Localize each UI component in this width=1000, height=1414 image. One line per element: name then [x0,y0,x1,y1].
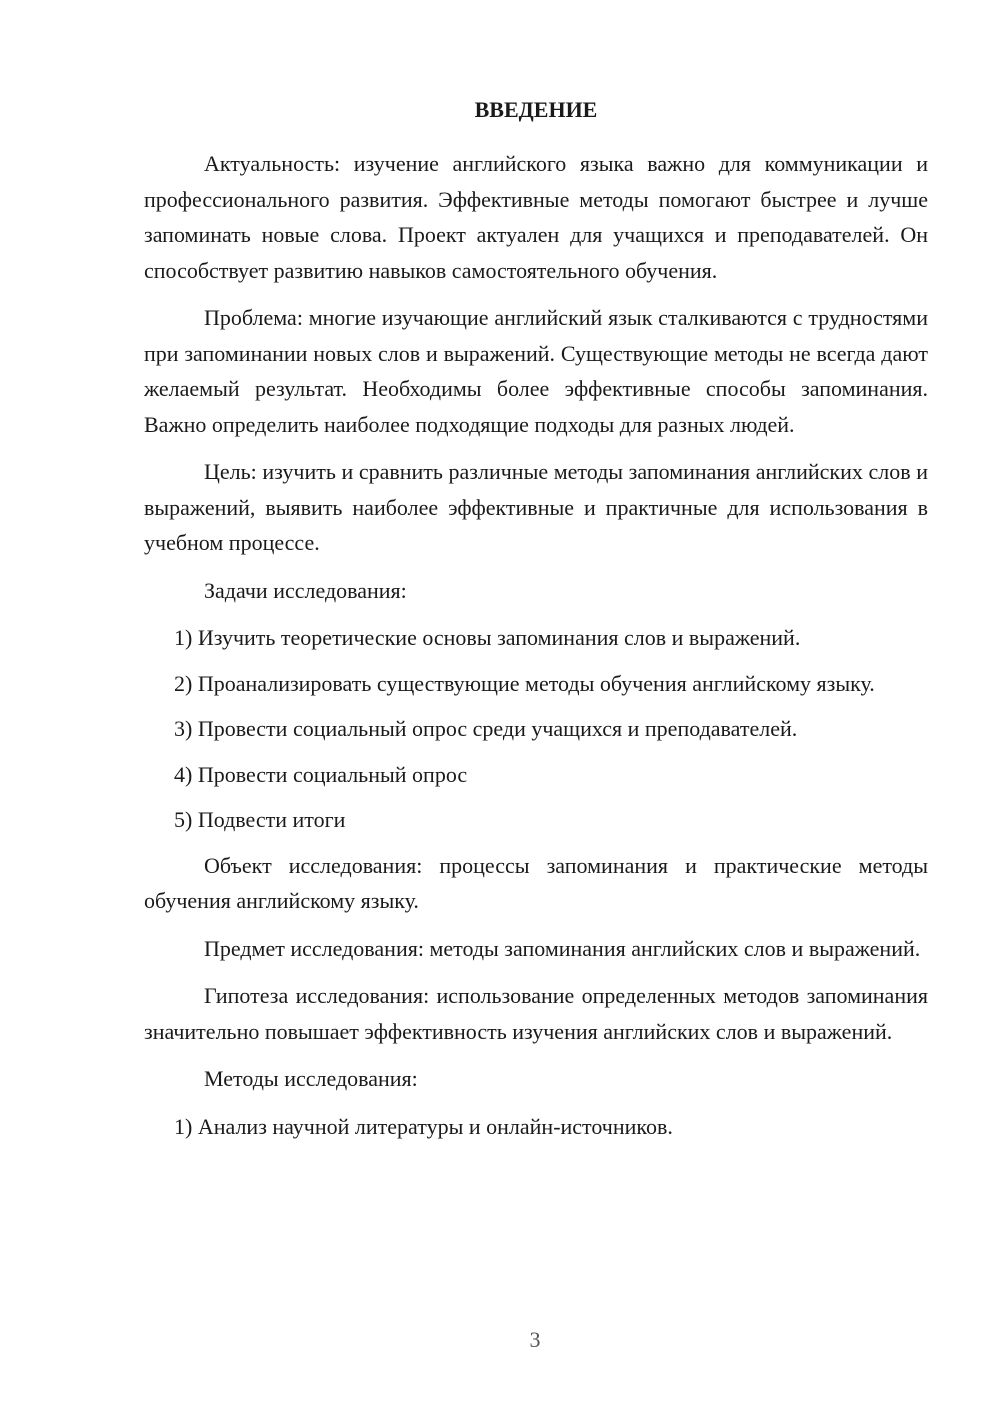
task-item: 1) Изучить теоретические основы запоминания слов и выражений. [174,625,801,650]
paragraph-relevance: Актуальность: изучение английского языка важно для коммуникации и профессионального развития. Эффективные методы помогают быстрее и лучше запоминать новые слова. Проект актуален для учащихся и преподавателей. Он способствует развитию навыков самостоятельного обучения. [144,151,928,283]
section-heading: ВВЕДЕНИЕ [474,97,598,122]
document-page [144,96,928,1154]
method-item: 1) Анализ научной литературы и онлайн-источников. [174,1113,673,1139]
paragraph-object: Объект исследования: процессы запоминания и практические методы обучения английскому языку. [144,852,928,913]
task-item: 3) Провести социальный опрос среди учащихся и преподавателей. [174,716,798,741]
paragraph-methods-title: Методы исследования: [204,1066,418,1091]
task-item: 2) Проанализировать существующие методы обучения английскому языку. [174,670,875,696]
page-number: 3 [529,1327,541,1352]
task-item: 4) Провести социальный опрос [174,761,468,787]
paragraph-subject: Предмет исследования: методы запоминания английских слов и выражений. [204,935,921,961]
paragraph-problem: Проблема: многие изучающие английский язык сталкиваются с трудностями при запоминании новых слов и выражений. Существующие методы не всегда дают желаемый результат. Необходимы более эффективные способы запоминания. Важно определить наиболее подходящие подходы для разных людей. [144,305,928,437]
task-item: 5) Подвести итоги [174,807,346,832]
paragraph-hypothesis: Гипотеза исследования: использование определенных методов запоминания значительно повышает эффективность изучения английских слов и выражений. [144,983,928,1044]
paragraph-tasks-title: Задачи исследования: [204,577,407,603]
paragraph-goal: Цель: изучить и сравнить различные методы запоминания английских слов и выражений, выявить наиболее эффективные и практичные для использования в учебном процессе. [144,459,928,555]
